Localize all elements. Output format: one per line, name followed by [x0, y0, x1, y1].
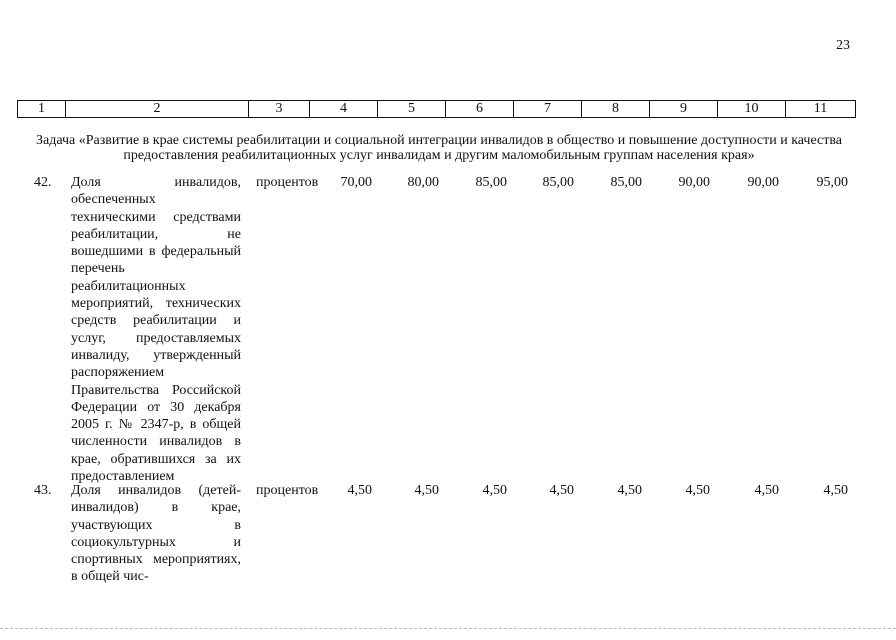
value-cell: 95,00 [816, 175, 848, 190]
value-cell: 85,00 [475, 175, 507, 190]
value-cell: 90,00 [747, 175, 779, 190]
value-cell: 4,50 [685, 483, 710, 498]
column-number-cell: 4 [310, 101, 378, 118]
value-cell: 4,50 [482, 483, 507, 498]
value-cell: 4,50 [347, 483, 372, 498]
task-heading: Задача «Развитие в крае системы реабилитации и социальной интеграции инвалидов в общество и повышение доступности и качества предоставления реабилитационных услуг инвалидам и другим маломобильным группам населения края» [35, 133, 843, 163]
column-number-cell: 1 [18, 101, 66, 118]
column-number-cell: 10 [718, 101, 786, 118]
column-number-cell: 2 [66, 101, 249, 118]
indicator-description: Доля инвалидов (детей-инвалидов) в крае, участвующих в социокультурных и спортивных мероприятиях, в общей чис- [71, 483, 241, 585]
column-number-cell: 3 [249, 101, 310, 118]
column-number-cell: 9 [650, 101, 718, 118]
unit-of-measure: процентов [256, 483, 319, 498]
row-number: 43. [34, 483, 52, 498]
scan-edge-line [0, 628, 896, 629]
column-number-header [17, 100, 856, 118]
row-number: 42. [34, 175, 52, 190]
value-cell: 85,00 [610, 175, 642, 190]
value-cell: 4,50 [414, 483, 439, 498]
value-cell: 4,50 [823, 483, 848, 498]
column-number-cell: 11 [786, 101, 856, 118]
page-number: 23 [836, 38, 850, 53]
value-cell: 4,50 [754, 483, 779, 498]
value-cell: 80,00 [407, 175, 439, 190]
value-cell: 90,00 [678, 175, 710, 190]
column-number-cell: 7 [514, 101, 582, 118]
indicator-description: Доля инвалидов, обеспеченных техническими средствами реабилитации, не вошедшими в федеральный перечень реабилитационных мероприятий, технических средств реабилитации и услуг, предоставляемых инвалиду, утвержденный распоряжением Правительства Российской Федерации от 30 декабря 2005 г. № 2347-р, в общей численности инвалидов в крае, обратившихся за их предоставлением [71, 175, 241, 485]
column-number-cell: 6 [446, 101, 514, 118]
value-cell: 4,50 [549, 483, 574, 498]
value-cell: 70,00 [340, 175, 372, 190]
unit-of-measure: процентов [256, 175, 319, 190]
column-number-cell: 8 [582, 101, 650, 118]
value-cell: 4,50 [617, 483, 642, 498]
column-number-cell: 5 [378, 101, 446, 118]
value-cell: 85,00 [542, 175, 574, 190]
